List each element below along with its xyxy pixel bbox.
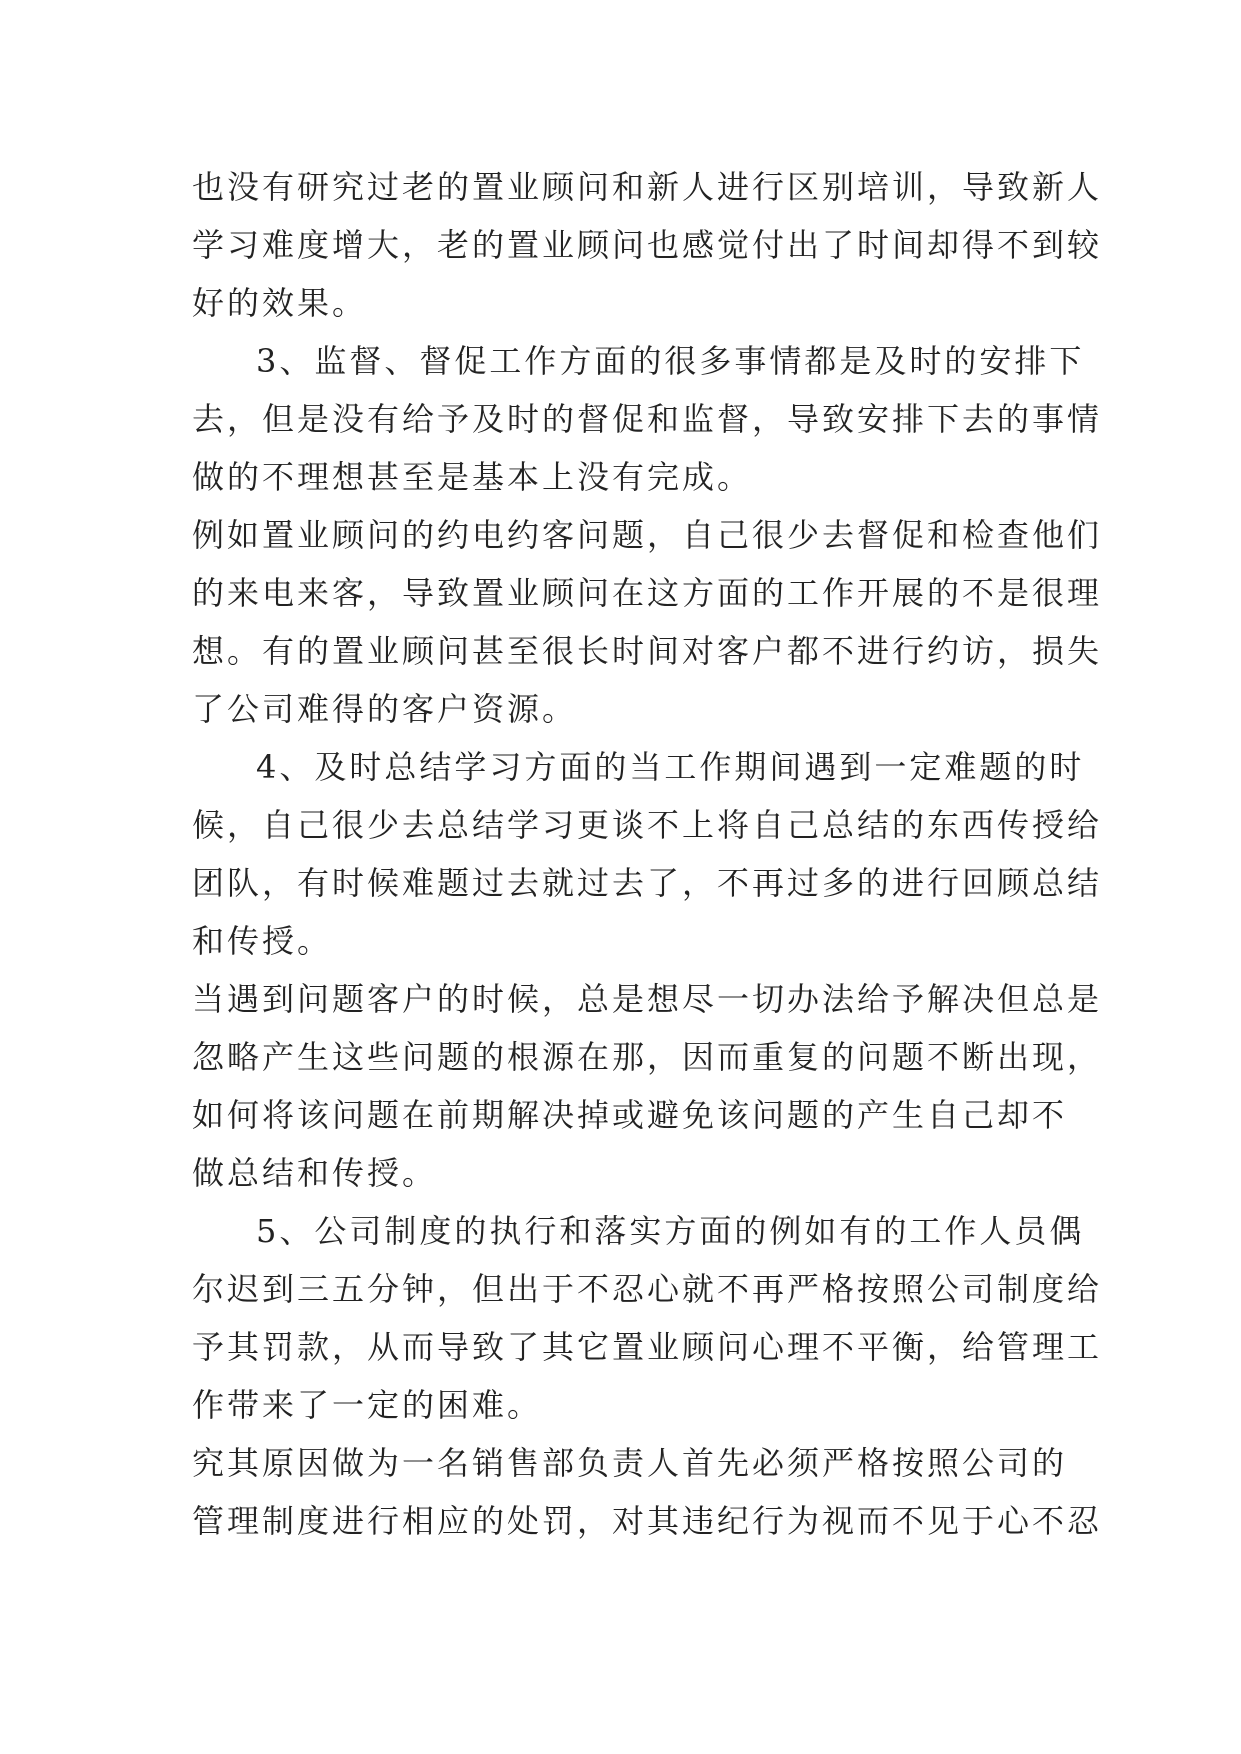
text-line: 忽略产生这些问题的根源在那，因而重复的问题不断出现， [192,1038,1103,1076]
text-line: 尔迟到三五分钟，但出于不忍心就不再严格按照公司制度给 [192,1270,1103,1308]
document-body [192,158,1103,1550]
text-line: 3、监督、督促工作方面的很多事情都是及时的安排下 [256,342,1085,380]
text-line: 了公司难得的客户资源。 [192,690,578,728]
text-line: 5、公司制度的执行和落实方面的例如有的工作人员偶 [256,1212,1085,1250]
text-line: 想。有的置业顾问甚至很长时间对客户都不进行约访，损失 [192,632,1103,670]
text-line: 候，自己很少去总结学习更谈不上将自己总结的东西传授给 [192,806,1103,844]
text-line: 也没有研究过老的置业顾问和新人进行区别培训，导致新人 [192,168,1103,206]
text-line: 团队，有时候难题过去就过去了，不再过多的进行回顾总结 [192,864,1103,902]
text-line: 4、及时总结学习方面的当工作期间遇到一定难题的时 [256,748,1085,786]
text-line: 如何将该问题在前期解决掉或避免该问题的产生自己却不 [192,1096,1068,1134]
text-line: 例如置业顾问的约电约客问题，自己很少去督促和检查他们 [192,516,1103,554]
text-line: 究其原因做为一名销售部负责人首先必须严格按照公司的 [192,1444,1068,1482]
text-line: 作带来了一定的困难。 [192,1386,543,1424]
text-line: 去，但是没有给予及时的督促和监督，导致安排下去的事情 [192,400,1103,438]
text-line: 好的效果。 [192,284,368,322]
text-line: 做总结和传授。 [192,1154,438,1192]
text-line: 和传授。 [192,922,333,960]
text-line: 管理制度进行相应的处罚，对其违纪行为视而不见于心不忍 [192,1502,1103,1540]
text-line: 的来电来客，导致置业顾问在这方面的工作开展的不是很理 [192,574,1103,612]
text-line: 做的不理想甚至是基本上没有完成。 [192,458,753,496]
text-line: 当遇到问题客户的时候，总是想尽一切办法给予解决但总是 [192,980,1103,1018]
text-line: 学习难度增大，老的置业顾问也感觉付出了时间却得不到较 [192,226,1103,264]
text-line: 予其罚款，从而导致了其它置业顾问心理不平衡，给管理工 [192,1328,1103,1366]
